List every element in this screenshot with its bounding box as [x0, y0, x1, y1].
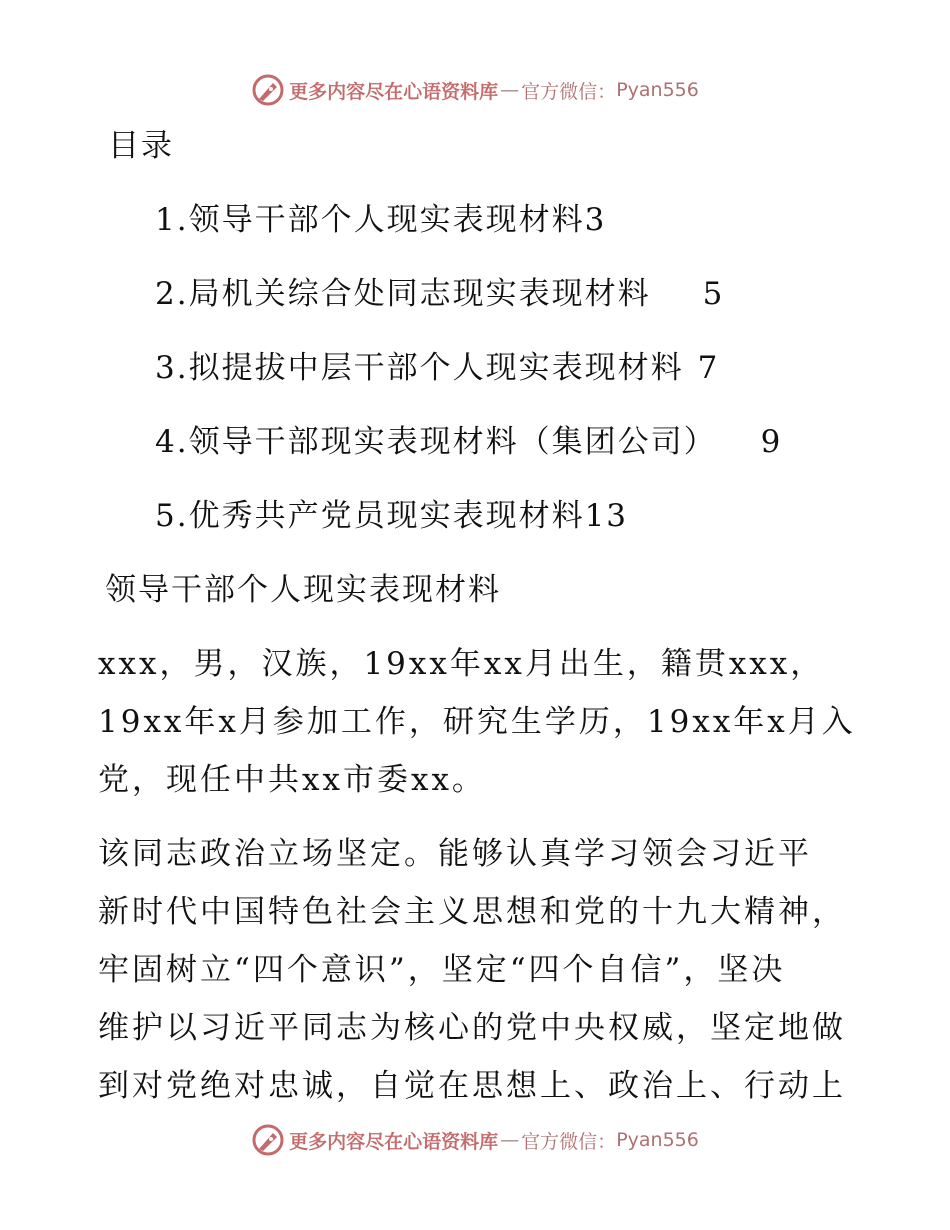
pen-nib-logo-icon: [251, 1123, 285, 1157]
toc-item-page: 9: [760, 424, 783, 460]
toc-item: [155, 422, 782, 462]
paragraph-line: 党，现任中共xx市委xx。: [98, 762, 486, 798]
watermark-text: 更多内容尽在心语资料库: [289, 80, 499, 103]
toc-item: [155, 348, 719, 388]
toc-item-page: 5: [702, 276, 725, 312]
watermark-text: 更多内容尽在心语资料库: [289, 1130, 499, 1153]
watermark-wechat-label: 官方微信：: [521, 1130, 617, 1153]
paragraph-line: 到对党绝对忠诚，自觉在思想上、政治上、行动上: [98, 1068, 846, 1104]
toc-item-page: 3: [584, 202, 607, 238]
toc-item-label: 3.拟提拔中层干部个人现实表现材料: [155, 350, 684, 386]
toc-item-label: 2.局机关综合处同志现实表现材料: [155, 276, 651, 312]
section-title: 领导干部个人现实表现材料: [105, 572, 501, 608]
watermark-wechat-id: Pyan556: [616, 1129, 699, 1151]
watermark-footer: [0, 1120, 950, 1160]
paragraph-line: 新时代中国特色社会主义思想和党的十九大精神，: [98, 894, 846, 930]
watermark-header: [0, 70, 950, 110]
paragraph-line: 维护以习近平同志为核心的党中央权威，坚定地做: [98, 1010, 846, 1046]
toc-item-page: 13: [584, 498, 629, 534]
toc-item-label: 4.领导干部现实表现材料（集团公司）: [155, 424, 717, 460]
paragraph-line: xxx，男，汉族，19xx年xx月出生，籍贯xxx，: [98, 646, 825, 682]
toc-item-label: 1.领导干部个人现实表现材料: [155, 202, 585, 238]
toc-heading: 目录: [108, 128, 174, 164]
pen-nib-logo-icon: [251, 73, 285, 107]
toc-item-page: 7: [697, 350, 720, 386]
toc-item: [155, 496, 628, 536]
paragraph-line: 19xx年x月参加工作，研究生学历，19xx年x月入: [98, 704, 856, 740]
toc-item: [155, 200, 606, 240]
paragraph-line: 牢固树立“四个意识”，坚定“四个自信”，坚决: [98, 952, 786, 988]
watermark-separator: —: [500, 1129, 520, 1151]
toc-item-label: 5.优秀共产党员现实表现材料: [155, 498, 585, 534]
paragraph-line: 该同志政治立场坚定。能够认真学习领会习近平: [98, 836, 812, 872]
watermark-separator: —: [500, 79, 520, 101]
watermark-wechat-label: 官方微信：: [521, 80, 617, 103]
watermark-wechat-id: Pyan556: [616, 79, 699, 101]
toc-item: [155, 274, 724, 314]
